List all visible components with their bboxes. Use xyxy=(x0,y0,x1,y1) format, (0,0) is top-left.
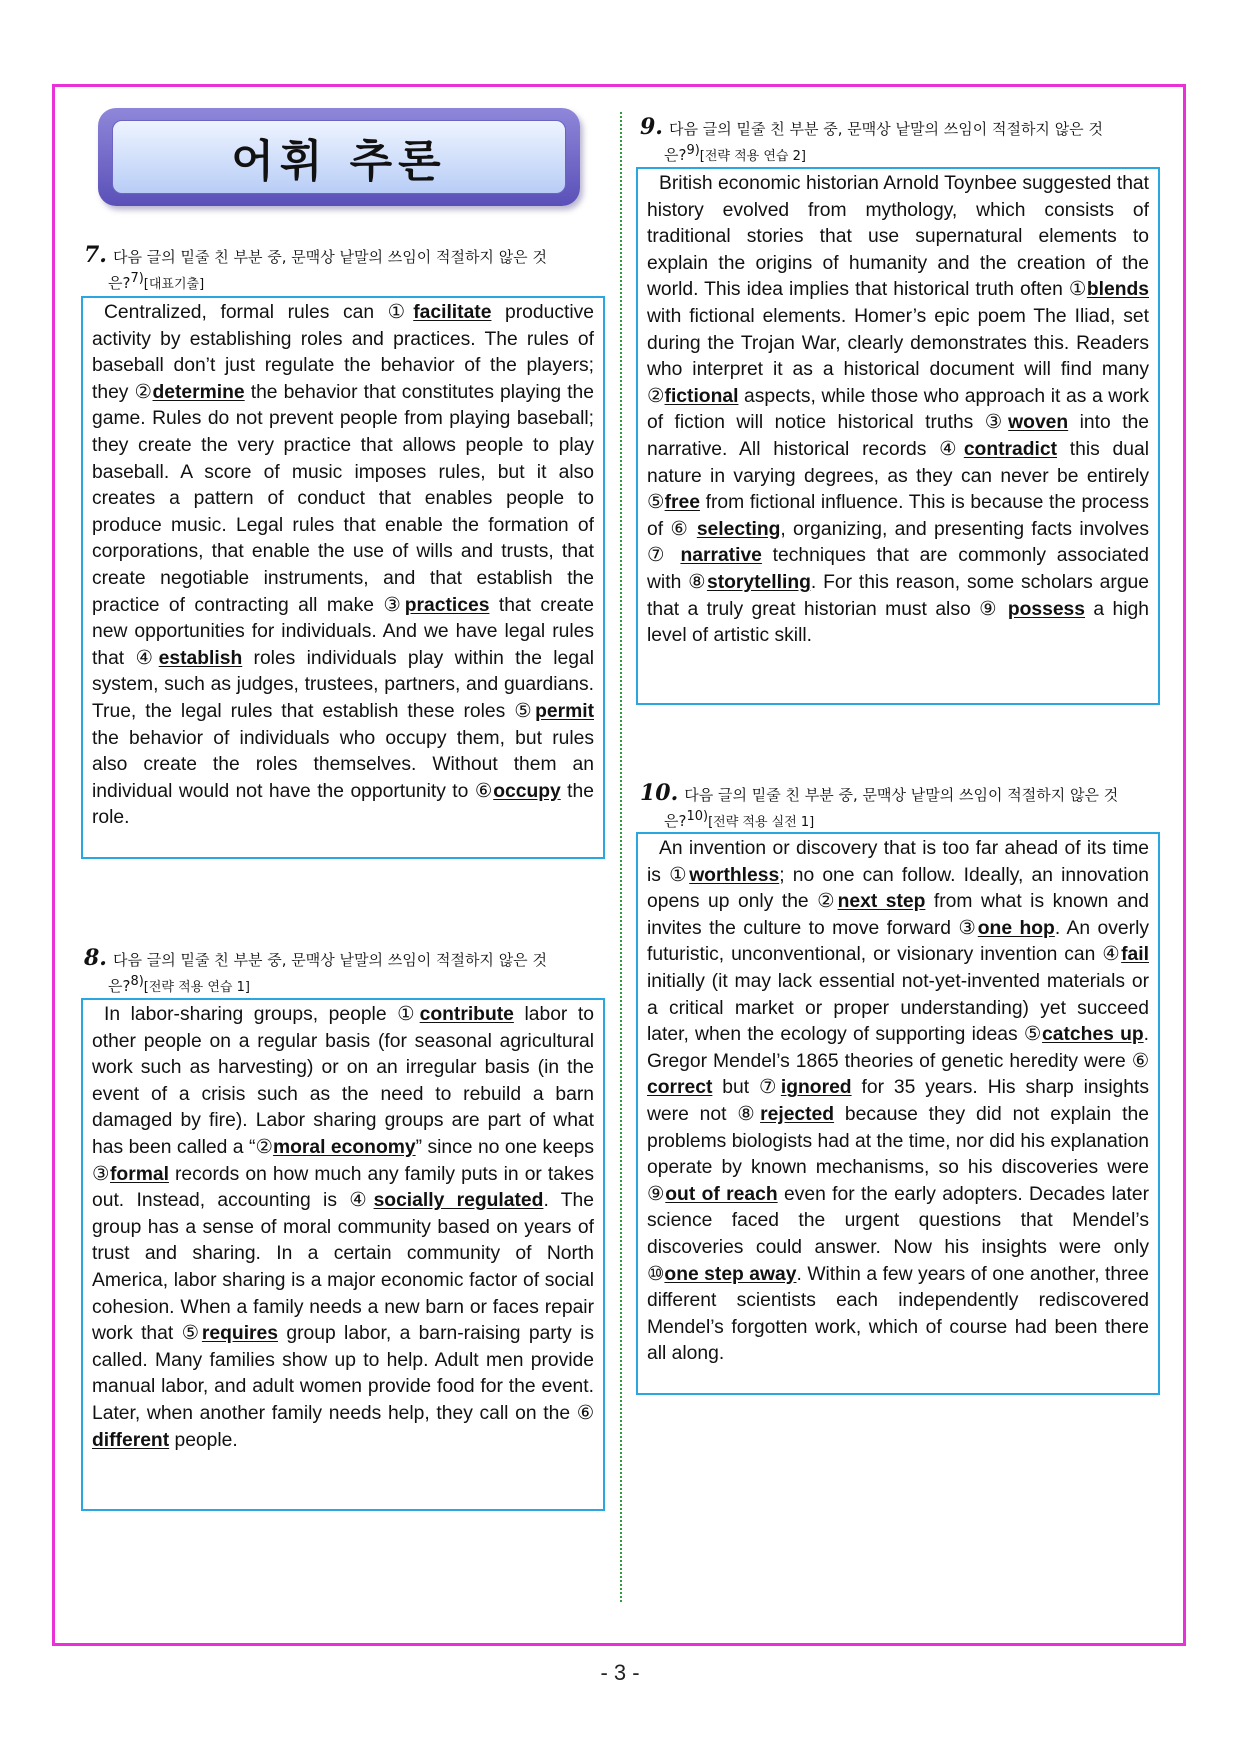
question-7-prompt-cont: 은? xyxy=(108,274,131,292)
underlined-word: woven xyxy=(1008,412,1069,434)
question-8-prompt-cont: 은? xyxy=(108,977,131,995)
underlined-word: formal xyxy=(110,1163,169,1185)
underlined-word: narrative xyxy=(680,545,762,567)
passage-text: . An overly futuristic, unconventional, or visionary invention can ④ xyxy=(647,917,1149,966)
underlined-word: rejected xyxy=(760,1103,835,1125)
section-title: 어휘 추론 xyxy=(231,136,447,187)
question-9-number: 9. xyxy=(640,114,663,140)
passage-text: . For this reason, some scholars argue that a truly great historian must also ⑨ xyxy=(647,571,1149,620)
passage-text: British economic historian Arnold Toynbee suggested that history evolved from mythology, which consists of traditional stories that use supernatural elements to explain the origins of humanity and the creation of the world. This idea implies that historical truth often ① xyxy=(647,173,1149,301)
passage-text: with fictional elements. Homer’s epic poem The Iliad, set during the Trojan War, clearly demonstrates this. Readers who interpret it as a historical document will find many ② xyxy=(647,305,1149,407)
underlined-word: determine xyxy=(152,381,245,403)
question-8-source: [전략 적용 연습 1] xyxy=(143,980,250,995)
page-number: - 3 - xyxy=(600,1660,640,1685)
passage-text: group labor, a barn-raising party is called. Many families show up to help. Adult men provide manual labor, and adult women provide food for the event. Later, when another family needs help, they call on the ⑥ xyxy=(92,1323,594,1424)
passage-text: the behavior that constitutes playing the game. Rules do not prevent people from playing baseball; they create the very practice that allows people to play baseball. A score of music imposes rules, but it also creates a pattern of conduct that enables people to produce music. Legal rules that enable the formation of corporations, that enable the use of wills and trusts, that create negotiable instruments, and that establish the practice of contracting all make ③ xyxy=(92,381,594,616)
passage-text: roles individuals play within the legal system, such as judges, trustees, partners, and guardians. True, the legal rules that establish these roles ⑤ xyxy=(92,647,594,722)
underlined-word: contribute xyxy=(419,1004,514,1025)
passage-text: . The group has a sense of moral community based on years of trust and sharing. In a certain community of North America, labor sharing is a major economic factor of social cohesion. When a family needs a new barn or faces repair work that ⑤ xyxy=(92,1190,595,1345)
passage-text: because they did not explain the problems biologists had at the time, nor did his explanation operate by known mechanisms, so his discoveries were ⑨ xyxy=(647,1103,1149,1205)
underlined-word: catches up xyxy=(1042,1024,1144,1046)
underlined-word: different xyxy=(92,1429,170,1451)
underlined-word: practices xyxy=(404,594,490,616)
question-7-prompt: 다음 글의 밑줄 친 부분 중, 문맥상 낱말의 쓰임이 적절하지 않은 것 xyxy=(112,248,547,266)
question-9-prompt: 다음 글의 밑줄 친 부분 중, 문맥상 낱말의 쓰임이 적절하지 않은 것 xyxy=(668,120,1103,138)
question-9-source: [전략 적용 연습 2] xyxy=(699,149,806,164)
question-8-prompt: 다음 글의 밑줄 친 부분 중, 문맥상 낱말의 쓰임이 적절하지 않은 것 xyxy=(112,951,547,969)
question-7-header xyxy=(84,242,604,295)
underlined-word: permit xyxy=(535,700,594,722)
question-10-passage xyxy=(647,836,1149,1368)
underlined-word: moral economy xyxy=(272,1136,416,1158)
question-9-header xyxy=(640,114,1162,167)
question-9-passage-box xyxy=(636,167,1160,705)
passage-text: . Gregor Mendel’s 1865 theories of genetic heredity were ⑥ xyxy=(647,1024,1149,1072)
underlined-word: establish xyxy=(158,647,243,669)
question-10-header xyxy=(640,780,1162,833)
question-10-number: 10. xyxy=(640,780,679,806)
underlined-word: selecting xyxy=(696,518,781,540)
passage-text: but ⑦ xyxy=(712,1077,781,1099)
question-8-header xyxy=(84,945,604,998)
passage-text: An invention or discovery that is too far ahead of its time is ① xyxy=(647,838,1149,886)
underlined-word: requires xyxy=(201,1323,278,1345)
passage-text: initially (it may lack essential not-yet-invented materials or a critical market or proper understanding) yet succeed later, when the ecology of supporting ideas ⑤ xyxy=(647,970,1149,1046)
question-8-passage xyxy=(92,1002,594,1454)
passage-text: into the narrative. All historical records ④ xyxy=(647,412,1149,460)
passage-text: labor to other people on a regular basis (for seasonal agricultural work such as harvesting) or on an irregular basis (in the event of a crisis such as the need to rebuild a barn damaged by fire). Labor sharing groups are part of what has been called a “② xyxy=(92,1004,594,1158)
question-9-ref: 9) xyxy=(686,143,700,158)
underlined-word: fictional xyxy=(664,385,739,407)
passage-text: records on how much any family puts in or takes out. Instead, accounting is ④ xyxy=(92,1163,594,1212)
underlined-word: out of reach xyxy=(665,1183,778,1205)
passage-text: the behavior of individuals who occupy them, but rules also create the roles themselves. Without them an individual would not have the opportunity to ⑥ xyxy=(92,727,594,802)
passage-text: aspects, while those who approach it as a work of fiction will notice historical truths ③ xyxy=(647,385,1149,434)
section-title-badge xyxy=(98,108,580,206)
question-10-ref: 10) xyxy=(686,809,709,824)
underlined-word: next step xyxy=(837,891,926,913)
passage-text: , organizing, and presenting facts involves ⑦ xyxy=(647,518,1149,567)
underlined-word: socially regulated xyxy=(373,1190,544,1212)
underlined-word: storytelling xyxy=(706,571,811,593)
question-10-passage-box xyxy=(636,832,1160,1395)
question-8-passage-box xyxy=(81,998,605,1511)
passage-text: ” since no one keeps ③ xyxy=(92,1136,595,1185)
question-7-number: 7. xyxy=(84,242,107,268)
question-7-ref: 7) xyxy=(130,271,144,286)
passage-text: even for the early adopters. Decades later science faced the urgent questions that Mendel’s discoveries could answer. Now his insights were only ⑩ xyxy=(647,1183,1149,1285)
question-9-passage xyxy=(647,171,1149,650)
question-7-source: [대표기출] xyxy=(143,277,205,292)
underlined-word: blends xyxy=(1086,279,1149,301)
underlined-word: ignored xyxy=(780,1077,852,1099)
underlined-word: worthless xyxy=(689,864,780,886)
underlined-word: facilitate xyxy=(413,302,492,323)
question-9-prompt-cont: 은? xyxy=(664,146,687,164)
passage-text: In labor-sharing groups, people ① xyxy=(104,1004,420,1025)
underlined-word: occupy xyxy=(493,780,561,802)
question-10-source: [전략 적용 실전 1] xyxy=(708,815,815,830)
underlined-word: one hop xyxy=(977,917,1055,939)
passage-text: this dual nature in varying degrees, as they can never be entirely ⑤ xyxy=(647,438,1149,514)
question-7-passage-box xyxy=(81,296,605,859)
passage-text: for 35 years. His sharp insights were not ⑧ xyxy=(647,1077,1149,1125)
underlined-word: one step away xyxy=(664,1263,797,1285)
passage-text: Centralized, formal rules can ① xyxy=(104,302,414,323)
passage-text: from what is known and invites the culture to move forward ③ xyxy=(647,891,1150,939)
underlined-word: fail xyxy=(1121,944,1149,966)
question-10-prompt-cont: 은? xyxy=(664,812,687,830)
passage-text: productive activity by establishing roles and practices. The rules of baseball don’t just regulate the behavior of the players; they ② xyxy=(92,302,595,403)
passage-text: techniques that are commonly associated with ⑧ xyxy=(647,545,1149,593)
passage-text: that create new opportunities for individuals. And we have legal rules that ④ xyxy=(92,594,595,669)
question-8-ref: 8) xyxy=(130,974,144,989)
question-10-prompt: 다음 글의 밑줄 친 부분 중, 문맥상 낱말의 쓰임이 적절하지 않은 것 xyxy=(684,786,1119,804)
underlined-word: correct xyxy=(647,1077,713,1099)
question-8-number: 8. xyxy=(84,945,107,971)
passage-text: from fictional influence. This is because the process of ⑥ xyxy=(647,492,1149,540)
passage-text: people. xyxy=(169,1429,238,1451)
question-7-passage xyxy=(92,300,594,832)
underlined-word: free xyxy=(664,492,700,514)
passage-text: . Within a few years of one another, three different scientists each independently rediscovered Mendel’s forgotten work, which of course had been there all along. xyxy=(647,1263,1150,1365)
passage-text: the role. xyxy=(92,780,594,829)
passage-text: ; no one can follow. Ideally, an innovation opens up only the ② xyxy=(647,864,1149,913)
section-title-inner xyxy=(112,120,566,194)
passage-text: a high level of artistic skill. xyxy=(647,598,1149,647)
underlined-word: contradict xyxy=(963,438,1058,460)
column-divider xyxy=(620,112,622,1602)
underlined-word: possess xyxy=(1007,598,1086,620)
